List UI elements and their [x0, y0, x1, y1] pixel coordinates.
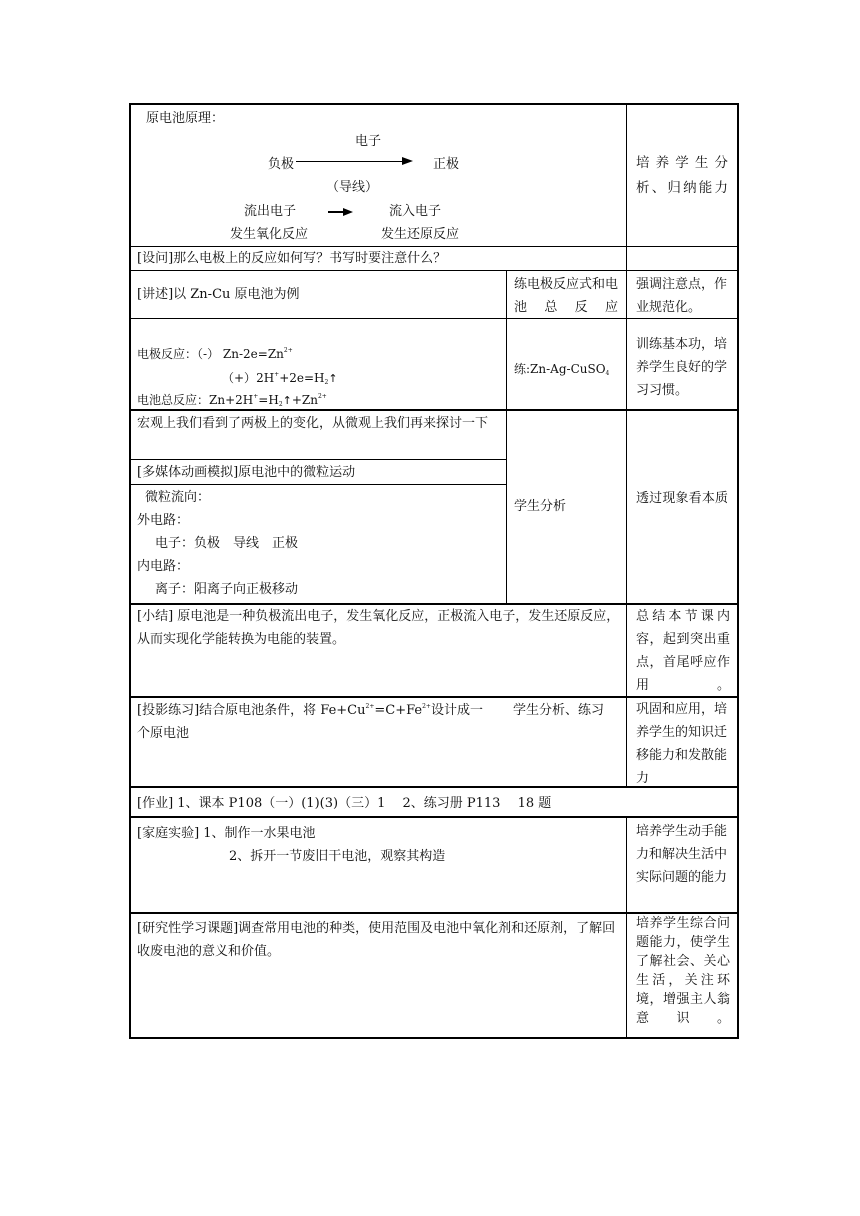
home-experiment-note: 培养学生动手能力和解决生活中实际问题的能力 — [636, 824, 728, 885]
research-note: 培养学生综合问题能力，使学生了解社会、关心生活，关注环境，增强主人翁意识。 — [636, 916, 730, 1026]
external-circuit: 外电路： — [137, 513, 190, 528]
practice-text: 练:Zn-Ag-CuSO$_4$ — [514, 362, 610, 377]
positive-label: 正极 — [433, 157, 460, 172]
reduction-label: 发生还原反应 — [381, 227, 460, 242]
electron-label: 电子 — [355, 134, 382, 149]
question-text: [设问]那么电极上的反应如何写？书写时要注意什么？ — [137, 251, 447, 266]
principle-note: 培养学生分析、归纳能力 — [636, 155, 728, 196]
home-experiment-line1: [家庭实验] 1、制作一水果电池 — [137, 826, 316, 841]
homework-text: [作业] 1、课本 P108（一）(1)(3)（三）1 2、练习册 P113 18 题 — [137, 796, 552, 811]
ion-path: 离子：阳离子向正极移动 — [155, 582, 299, 597]
projection-note: 巩固和应用，培养学生的知识迁移能力和发散能力 — [636, 702, 728, 786]
micro-middle: 学生分析 — [514, 499, 567, 514]
electrode-pos: $(+)2H^++2e=H_2↑$ — [222, 371, 338, 386]
micro-note: 透过现象看本质 — [636, 491, 728, 506]
research-text: [研究性学习课题]调查常用电池的种类，使用范围及电池中氧化剂和还原剂，了解回收废电池的意义和价值。 — [137, 921, 616, 959]
electrode-neg: 电极反应：（-） $Zn-2e=Zn^{2+}$ — [137, 347, 293, 361]
electrode-total: 电池总反应：$Zn+2H^+=H_2↑+Zn^{2+}$ — [137, 393, 327, 408]
flow-title: 微粒流向： — [145, 490, 211, 505]
principle-title: 原电池原理： — [146, 111, 225, 126]
projection-line1: [投影练习]结合原电池条件，将 $Fe+Cu^{2+}=C+Fe^{2+}$设计成一 — [137, 703, 483, 718]
lecture-text: [讲述]以 Zn-Cu 原电池为例 — [137, 287, 300, 302]
in-electron-label: 流入电子 — [389, 204, 442, 219]
micro-intro: 宏观上我们看到了两极上的变化，从微观上我们再来探讨一下 — [137, 416, 489, 431]
home-experiment-line2: 2、拆开一节废旧干电池，观察其构造 — [229, 849, 446, 864]
projection-middle: 学生分析、练习 — [513, 703, 605, 718]
electron-path: 电子：负极 导线 正极 — [155, 536, 299, 551]
wire-label: （导线） — [326, 180, 379, 195]
negative-label: 负极 — [268, 157, 295, 172]
summary-text: [小结] 原电池是一种负极流出电子，发生氧化反应，正极流入电子，发生还原反应，从而实现化学能转换为电能的装置。 — [137, 609, 620, 647]
multimedia-text: [多媒体动画模拟]原电池中的微粒运动 — [137, 465, 356, 480]
summary-note: 总结本节课内容，起到突出重点，首尾呼应作用。 — [636, 609, 730, 693]
lecture-middle: 练电极反应式和电池总反应 — [514, 277, 619, 315]
projection-line2: 个原电池 — [137, 726, 190, 741]
lecture-note: 强调注意点，作业规范化。 — [636, 277, 728, 315]
out-electron-label: 流出电子 — [244, 204, 297, 219]
electrode-note: 训练基本功，培养学生良好的学习习惯。 — [636, 337, 728, 398]
internal-circuit: 内电路： — [137, 559, 190, 574]
oxidation-label: 发生氧化反应 — [230, 227, 309, 242]
